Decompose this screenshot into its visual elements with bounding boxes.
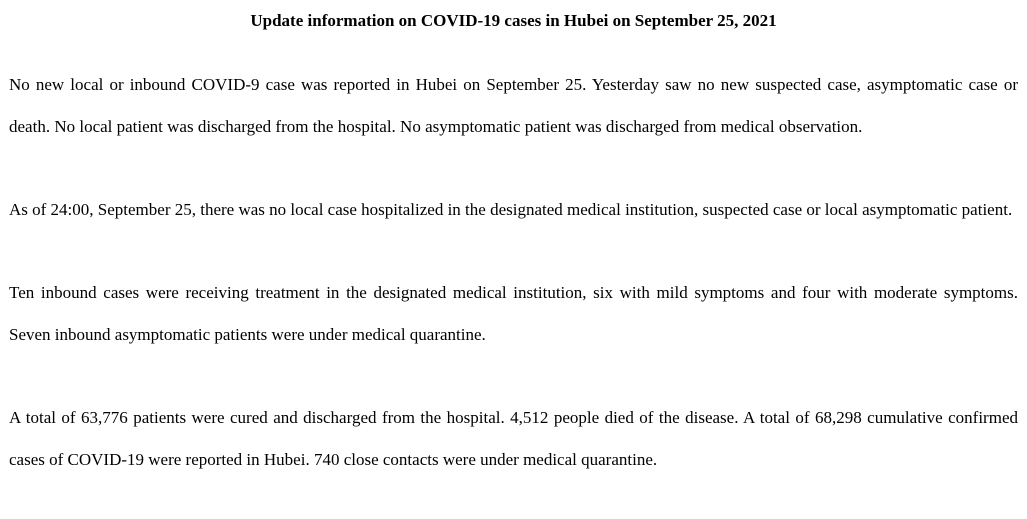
paragraph-cumulative-totals: A total of 63,776 patients were cured and discharged from the hospital. 4,512 people died of the disease. A total of 68,298 cumulative confirmed cases of COVID-19 were reported in Hubei. 740 close contacts were under medical quarantine. [9,408,1018,469]
paragraph-inbound-treatment: Ten inbound cases were receiving treatment in the designated medical institution, six with mild symptoms and four with moderate symptoms. Seven inbound asymptomatic patients were under medical quarantine. [9,283,1018,344]
paragraph-hospitalized-status: As of 24:00, September 25, there was no local case hospitalized in the designated medical institution, suspected case or local asymptomatic patient. [9,200,1013,219]
paragraph-new-cases: No new local or inbound COVID-9 case was reported in Hubei on September 25. Yesterday saw no new suspected case, asymptomatic case or death. No local patient was discharged from the hospital. No asymptomatic patient was discharged from medical observation. [9,75,1018,136]
document-title: Update information on COVID-19 cases in Hubei on September 25, 2021 [250,11,777,30]
